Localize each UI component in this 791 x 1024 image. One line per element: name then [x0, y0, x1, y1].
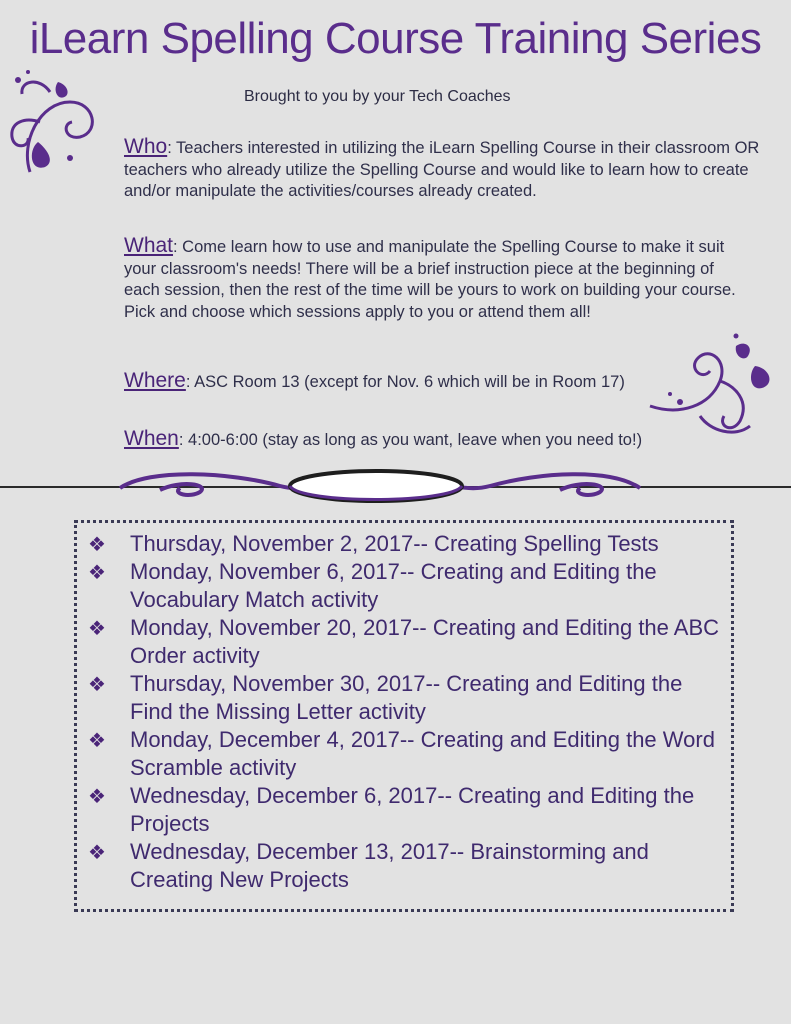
what-section [124, 235, 754, 323]
session-text: Monday, November 20, 2017-- Creating and Editing the ABC Order activity [130, 615, 720, 668]
what-label: What [124, 234, 174, 257]
diamond-bullet-icon: ❖ [88, 842, 106, 864]
where-section [124, 370, 644, 394]
subtitle: Brought to you by your Tech Coaches [244, 88, 511, 105]
diamond-bullet-icon: ❖ [88, 674, 106, 696]
diamond-bullet-icon: ❖ [88, 730, 106, 752]
page-title: iLearn Spelling Course Training Series [29, 14, 762, 63]
session-item [86, 530, 726, 558]
session-text: Thursday, November 2, 2017-- Creating Spelling Tests [130, 531, 659, 556]
sessions-list [86, 530, 726, 894]
session-text: Monday, November 6, 2017-- Creating and Editing the Vocabulary Match activity [130, 559, 657, 612]
session-item [86, 614, 726, 670]
who-text: : Teachers interested in utilizing the iLearn Spelling Course in their classroom OR teachers who already utilize the Spelling Course and would like to learn how to create and/or manipulate the activities/courses already created. [124, 139, 760, 200]
what-text: : Come learn how to use and manipulate the Spelling Course to make it suit your classroom's needs! There will be a brief instruction piece at the beginning of each session, then the rest of the time will be yours to work on building your course. Pick and choose which sessions apply to you or attend them all! [124, 238, 736, 321]
when-text: : 4:00-6:00 (stay as long as you want, leave when you need to!) [178, 431, 643, 449]
swirl-ornament-top-left [0, 62, 120, 182]
when-label: When [124, 427, 179, 450]
session-item [86, 726, 726, 782]
session-item [86, 838, 726, 894]
session-item [86, 670, 726, 726]
where-label: Where [124, 369, 186, 392]
diamond-bullet-icon: ❖ [88, 786, 106, 808]
session-item [86, 782, 726, 838]
when-section [124, 428, 744, 452]
diamond-bullet-icon: ❖ [88, 562, 106, 584]
divider-ornament [110, 458, 650, 518]
diamond-bullet-icon: ❖ [88, 618, 106, 640]
who-section [124, 136, 786, 203]
session-text: Wednesday, December 6, 2017-- Creating and Editing the Projects [130, 783, 695, 836]
where-text: : ASC Room 13 (except for Nov. 6 which will be in Room 17) [185, 373, 625, 391]
diamond-bullet-icon: ❖ [88, 534, 106, 556]
session-text: Thursday, November 30, 2017-- Creating and Editing the Find the Missing Letter activity [130, 671, 683, 724]
session-text: Monday, December 4, 2017-- Creating and Editing the Word Scramble activity [130, 727, 715, 780]
session-item [86, 558, 726, 614]
who-label: Who [124, 135, 168, 158]
session-text: Wednesday, December 13, 2017-- Brainstorming and Creating New Projects [130, 839, 649, 892]
